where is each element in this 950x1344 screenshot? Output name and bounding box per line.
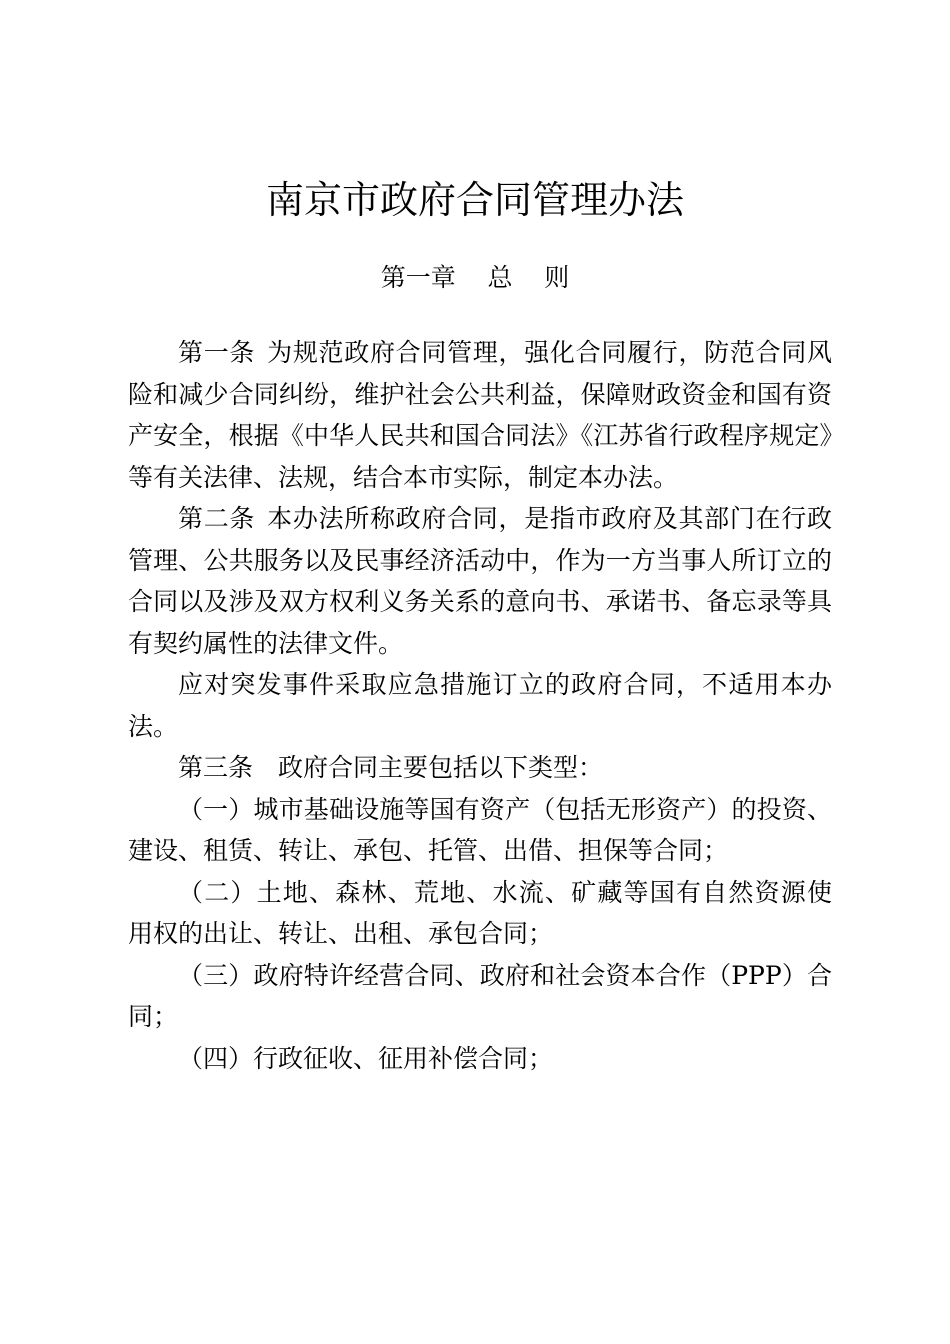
list-item-1: [128, 789, 832, 872]
paragraph-text: 为规范政府合同管理，强化合同履行，防范合同风险和减少合同纠纷，维护社会公共利益，保障财政资金和国有资产安全，根据《中华人民共和国合同法》《江苏省行政程序规定》等有关法律、法规，结合本市实际，制定本办法。: [128, 338, 832, 492]
article-2-paragraph: [128, 498, 832, 664]
article-number: 第三条: [178, 753, 254, 782]
list-item-2: [128, 872, 832, 955]
article-number: 第一条: [178, 338, 256, 367]
paragraph-text: （三）政府特许经营合同、政府和社会资本合作（PPP）合同；: [128, 960, 832, 1031]
list-item-3: [128, 955, 832, 1038]
article-1-paragraph: [128, 332, 832, 498]
document-title: 南京市政府合同管理办法: [265, 178, 684, 222]
article-number: 第二条: [178, 504, 256, 533]
article-3-paragraph: [128, 747, 832, 789]
paragraph-text: 本办法所称政府合同，是指市政府及其部门在行政管理、公共服务以及民事经济活动中，作为一方当事人所订立的合同以及涉及双方权利义务关系的意向书、承诺书、备忘录等具有契约属性的法律文件。: [128, 504, 832, 658]
article-2-exception-paragraph: [128, 664, 832, 747]
paragraph-text: （一）城市基础设施等国有资产（包括无形资产）的投资、建设、租赁、转让、承包、托管、出借、担保等合同；: [128, 794, 832, 865]
paragraph-text: （四）行政征收、征用补偿合同；: [178, 1043, 554, 1073]
paragraph-text: 政府合同主要包括以下类型：: [278, 753, 604, 782]
list-item-4: [128, 1038, 832, 1080]
paragraph-text: （二）土地、森林、荒地、水流、矿藏等国有自然资源使 用权的出让、转让、出租、承包合同；: [128, 877, 832, 948]
chapter-heading: 第一章 总 则: [380, 263, 570, 292]
paragraph-text: 应对突发事件采取应急措施订立的政府合同，不适用本办法。: [128, 670, 832, 741]
document-body: [128, 332, 832, 1079]
